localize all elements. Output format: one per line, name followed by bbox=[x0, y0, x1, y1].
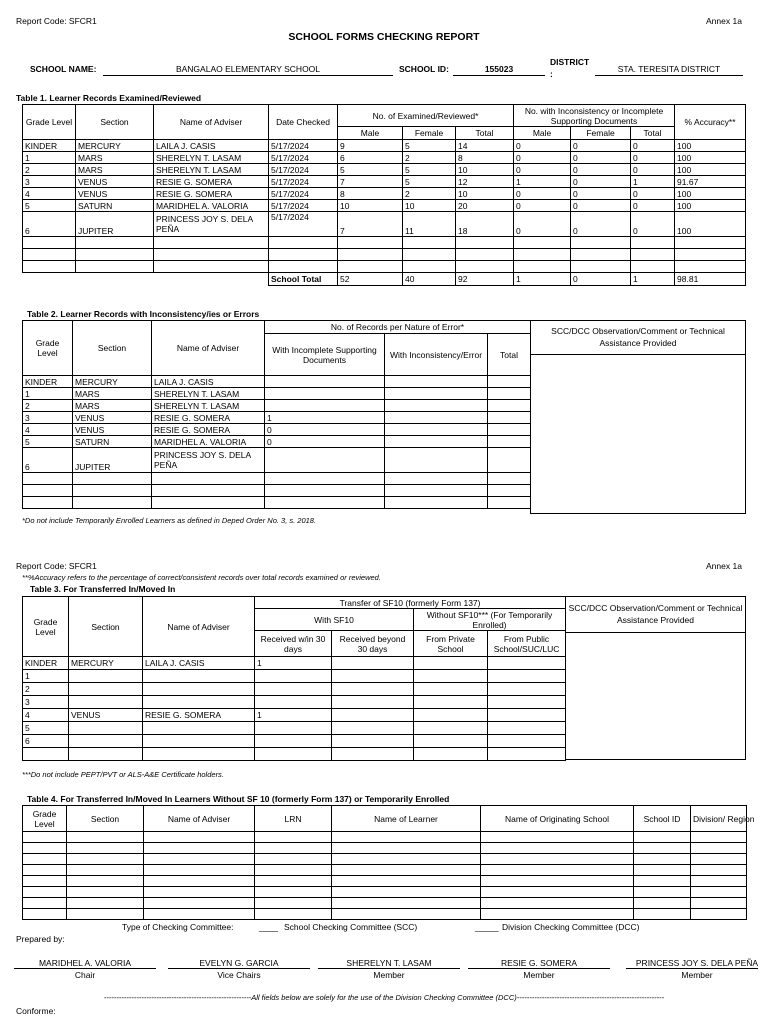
t1-section: SATURN bbox=[76, 200, 154, 212]
table-row bbox=[23, 448, 531, 473]
t1-accuracy: 91.67 bbox=[675, 176, 746, 188]
t1-date: 5/17/2024 bbox=[269, 212, 338, 237]
table-row bbox=[23, 854, 747, 865]
t2-section: SATURN bbox=[73, 436, 152, 448]
t1-accuracy: 100 bbox=[675, 212, 746, 237]
t1-adviser: MARIDHEL A. VALORIA bbox=[154, 200, 269, 212]
t1-section: VENUS bbox=[76, 188, 154, 200]
t2-incomplete: 0 bbox=[265, 424, 385, 436]
school-id-label: SCHOOL ID: bbox=[399, 64, 449, 74]
signatory-member2-name: RESIE G. SOMERA bbox=[500, 958, 578, 968]
signatory-vice-chair-name: EVELYN G. GARCIA bbox=[199, 958, 279, 968]
dcc-blank: _____ bbox=[475, 922, 499, 932]
t3-within bbox=[255, 722, 332, 735]
district-colon: : bbox=[550, 69, 553, 79]
signatory-member1-name: SHERELYN T. LASAM bbox=[346, 958, 432, 968]
t1-inc-male: 0 bbox=[514, 188, 571, 200]
table-row bbox=[23, 424, 531, 436]
t3-section bbox=[69, 683, 143, 696]
t1-adviser: SHERELYN T. LASAM bbox=[154, 152, 269, 164]
t2-grade: 6 bbox=[23, 448, 73, 473]
t1-inc-total: 0 bbox=[631, 164, 675, 176]
t2-header-section: Section bbox=[73, 321, 152, 376]
t2-incomplete bbox=[265, 448, 385, 473]
t3-within: 1 bbox=[255, 709, 332, 722]
t1-male: 10 bbox=[338, 200, 403, 212]
t1-header-adviser: Name of Adviser bbox=[154, 105, 269, 140]
t2-section: MARS bbox=[73, 388, 152, 400]
t1-total-row bbox=[23, 273, 746, 286]
table-row bbox=[23, 176, 746, 188]
t3-adviser bbox=[143, 722, 255, 735]
t2-section: VENUS bbox=[73, 412, 152, 424]
t1-inc-female: 0 bbox=[571, 188, 631, 200]
table-row bbox=[23, 722, 566, 735]
school-name-label: SCHOOL NAME: bbox=[30, 64, 97, 74]
table2-caption: Table 2. Learner Records with Inconsistency/ies or Errors bbox=[27, 309, 260, 319]
t3-adviser: RESIE G. SOMERA bbox=[143, 709, 255, 722]
t1-inc-total: 0 bbox=[631, 152, 675, 164]
t3-section bbox=[69, 735, 143, 748]
t3-section bbox=[69, 670, 143, 683]
table-row bbox=[23, 865, 747, 876]
table2-footnote: *Do not include Temporarily Enrolled Learners as defined in Deped Order No. 3, s. 2018. bbox=[22, 516, 317, 525]
table1-learner-records bbox=[22, 104, 746, 286]
t3-adviser bbox=[143, 670, 255, 683]
t4-header-lrn: LRN bbox=[255, 806, 332, 832]
t4-header-division: Division/ Region bbox=[691, 806, 747, 832]
t2-header-observation: SCC/DCC Observation/Comment or Technical Assistance Provided bbox=[531, 321, 746, 355]
t1-grade: 3 bbox=[23, 176, 76, 188]
t1-total-inc-male: 1 bbox=[514, 273, 571, 286]
t1-grade: 2 bbox=[23, 164, 76, 176]
table-row bbox=[23, 436, 531, 448]
t1-inc-male: 0 bbox=[514, 152, 571, 164]
table-row bbox=[23, 735, 566, 748]
report-code-2: Report Code: SFCR1 bbox=[16, 561, 97, 571]
table3-caption: Table 3. For Transferred In/Moved In bbox=[30, 584, 176, 594]
t1-inc-female: 0 bbox=[571, 164, 631, 176]
table4-caption: Table 4. For Transferred In/Moved In Learners Without SF 10 (formerly Form 137) or Temporarily Enrolled bbox=[27, 794, 450, 804]
t1-total: 20 bbox=[456, 200, 514, 212]
t1-male: 6 bbox=[338, 152, 403, 164]
t4-header-grade: Grade Level bbox=[23, 806, 67, 832]
table-row bbox=[23, 683, 566, 696]
t2-grade: 1 bbox=[23, 388, 73, 400]
t2-incomplete bbox=[265, 388, 385, 400]
t2-incomplete bbox=[265, 376, 385, 388]
t1-accuracy: 100 bbox=[675, 164, 746, 176]
table-row bbox=[23, 261, 746, 273]
table-row bbox=[23, 140, 746, 152]
t3-adviser bbox=[143, 735, 255, 748]
t1-total-female: 40 bbox=[403, 273, 456, 286]
t3-header-transfer: Transfer of SF10 (formerly Form 137) bbox=[255, 597, 566, 609]
table-row bbox=[23, 696, 566, 709]
signature-line bbox=[168, 968, 310, 969]
t1-header-date: Date Checked bbox=[269, 105, 338, 140]
t1-male: 7 bbox=[338, 176, 403, 188]
t1-inc-female: 0 bbox=[571, 176, 631, 188]
t1-inc-total: 0 bbox=[631, 212, 675, 237]
t3-observation-box bbox=[565, 596, 746, 760]
t1-date: 5/17/2024 bbox=[269, 176, 338, 188]
t1-header-examined: No. of Examined/Reviewed* bbox=[338, 105, 514, 127]
t2-incomplete: 0 bbox=[265, 436, 385, 448]
t2-adviser: SHERELYN T. LASAM bbox=[152, 388, 265, 400]
t1-header-section: Section bbox=[76, 105, 154, 140]
t1-inc-male: 0 bbox=[514, 212, 571, 237]
scc-option: School Checking Committee (SCC) bbox=[284, 922, 418, 932]
t2-header-total: Total bbox=[488, 334, 531, 376]
t1-adviser: SHERELYN T. LASAM bbox=[154, 164, 269, 176]
t1-inc-female: 0 bbox=[571, 212, 631, 237]
t1-header-male: Male bbox=[338, 127, 403, 140]
district-label: DISTRICT bbox=[550, 57, 590, 67]
t1-accuracy: 100 bbox=[675, 140, 746, 152]
table-row bbox=[23, 473, 531, 485]
page-title: SCHOOL FORMS CHECKING REPORT bbox=[288, 31, 480, 43]
t1-grade: 4 bbox=[23, 188, 76, 200]
t1-female: 5 bbox=[403, 176, 456, 188]
table-row bbox=[23, 909, 747, 920]
t3-adviser bbox=[143, 683, 255, 696]
t2-grade: 2 bbox=[23, 400, 73, 412]
t3-header-without: Without SF10*** (For Temporarily Enrolled) bbox=[414, 609, 566, 631]
t1-total-total: 92 bbox=[456, 273, 514, 286]
t2-adviser: MARIDHEL A. VALORIA bbox=[152, 436, 265, 448]
signatory-member3-name: PRINCESS JOY S. DELA PEÑA bbox=[635, 958, 759, 968]
table-row bbox=[23, 164, 746, 176]
table-row bbox=[23, 898, 747, 909]
signatory-member1-role: Member bbox=[373, 970, 405, 980]
t3-within bbox=[255, 670, 332, 683]
signature-line bbox=[14, 968, 156, 969]
t2-adviser: LAILA J. CASIS bbox=[152, 376, 265, 388]
t1-total: 12 bbox=[456, 176, 514, 188]
t2-header-grade: Grade Level bbox=[23, 321, 73, 376]
t1-header-inc-total: Total bbox=[631, 127, 675, 140]
t1-inc-female: 0 bbox=[571, 140, 631, 152]
t1-section: JUPITER bbox=[76, 212, 154, 237]
table2-errors bbox=[22, 320, 531, 509]
t2-observation-box bbox=[530, 320, 746, 514]
t1-section: MERCURY bbox=[76, 140, 154, 152]
t2-header-inconsistency: With Inconsistency/Error bbox=[385, 334, 488, 376]
t1-inc-total: 0 bbox=[631, 188, 675, 200]
report-code: Report Code: SFCR1 bbox=[16, 16, 97, 26]
table3-footnote: ***Do not include PEPT/PVT or ALS-A&E Certificate holders. bbox=[22, 770, 224, 779]
t1-accuracy: 100 bbox=[675, 200, 746, 212]
t2-grade: 5 bbox=[23, 436, 73, 448]
t1-female: 5 bbox=[403, 164, 456, 176]
t1-grade: KINDER bbox=[23, 140, 76, 152]
t1-header-female: Female bbox=[403, 127, 456, 140]
t2-section: MARS bbox=[73, 400, 152, 412]
t2-section: MERCURY bbox=[73, 376, 152, 388]
t3-grade: 5 bbox=[23, 722, 69, 735]
t1-header-grade: Grade Level bbox=[23, 105, 76, 140]
t3-header-private: From Private School bbox=[414, 631, 488, 657]
t3-grade: 3 bbox=[23, 696, 69, 709]
annex-label: Annex 1a bbox=[706, 16, 742, 26]
t2-header-nature: No. of Records per Nature of Error* bbox=[265, 321, 531, 334]
dcc-option: Division Checking Committee (DCC) bbox=[502, 922, 640, 932]
table3-transferred bbox=[22, 596, 566, 761]
district-underline bbox=[595, 75, 743, 76]
table-row bbox=[23, 200, 746, 212]
t3-within: 1 bbox=[255, 657, 332, 670]
t3-header-public: From Public School/SUC/LUC bbox=[488, 631, 566, 657]
t1-total-inc-female: 0 bbox=[571, 273, 631, 286]
t1-total: 14 bbox=[456, 140, 514, 152]
t1-total: 10 bbox=[456, 188, 514, 200]
t3-header-beyond: Received beyond 30 days bbox=[332, 631, 414, 657]
t2-adviser: PRINCESS JOY S. DELA PEÑA bbox=[152, 448, 265, 473]
table-row bbox=[23, 212, 746, 237]
table-row bbox=[23, 400, 531, 412]
t3-section bbox=[69, 696, 143, 709]
t4-header-section: Section bbox=[67, 806, 144, 832]
t1-section: VENUS bbox=[76, 176, 154, 188]
school-name-underline bbox=[103, 75, 393, 76]
annex-label-2: Annex 1a bbox=[706, 561, 742, 571]
t1-total: 10 bbox=[456, 164, 514, 176]
t1-inc-total: 0 bbox=[631, 200, 675, 212]
t1-header-accuracy: % Accuracy** bbox=[675, 105, 746, 140]
scc-blank: ____ bbox=[259, 922, 278, 932]
t1-male: 5 bbox=[338, 164, 403, 176]
t4-header-origin: Name of Originating School bbox=[481, 806, 634, 832]
t3-grade: 4 bbox=[23, 709, 69, 722]
signature-line bbox=[468, 968, 610, 969]
t3-grade: 1 bbox=[23, 670, 69, 683]
t1-total-label: School Total bbox=[269, 273, 338, 286]
table-row bbox=[23, 709, 566, 722]
school-id-underline bbox=[453, 75, 545, 76]
t3-adviser: LAILA J. CASIS bbox=[143, 657, 255, 670]
t3-adviser bbox=[143, 696, 255, 709]
t1-date: 5/17/2024 bbox=[269, 188, 338, 200]
signatory-vice-chair-role: Vice Chairs bbox=[217, 970, 261, 980]
t3-header-adviser: Name of Adviser bbox=[143, 597, 255, 657]
t4-header-learner: Name of Learner bbox=[332, 806, 481, 832]
t2-adviser: SHERELYN T. LASAM bbox=[152, 400, 265, 412]
t1-inc-total: 0 bbox=[631, 140, 675, 152]
table-row bbox=[23, 237, 746, 249]
t3-header-within: Received w/in 30 days bbox=[255, 631, 332, 657]
t3-grade: 6 bbox=[23, 735, 69, 748]
t3-grade: 2 bbox=[23, 683, 69, 696]
t1-female: 2 bbox=[403, 152, 456, 164]
table1-caption: Table 1. Learner Records Examined/Reviewed bbox=[16, 93, 202, 103]
t1-date: 5/17/2024 bbox=[269, 164, 338, 176]
t3-header-section: Section bbox=[69, 597, 143, 657]
t1-section: MARS bbox=[76, 164, 154, 176]
t1-total-male: 52 bbox=[338, 273, 403, 286]
t4-header-school-id: School ID bbox=[634, 806, 691, 832]
table-row bbox=[23, 376, 531, 388]
t1-date: 5/17/2024 bbox=[269, 140, 338, 152]
table-row bbox=[23, 876, 747, 887]
table-row bbox=[23, 485, 531, 497]
table-row bbox=[23, 249, 746, 261]
t1-grade: 1 bbox=[23, 152, 76, 164]
t3-section: MERCURY bbox=[69, 657, 143, 670]
t2-incomplete bbox=[265, 400, 385, 412]
t1-inc-female: 0 bbox=[571, 200, 631, 212]
t1-female: 2 bbox=[403, 188, 456, 200]
t2-adviser: RESIE G. SOMERA bbox=[152, 412, 265, 424]
t3-within bbox=[255, 683, 332, 696]
t1-grade: 5 bbox=[23, 200, 76, 212]
t1-female: 10 bbox=[403, 200, 456, 212]
t1-inc-female: 0 bbox=[571, 152, 631, 164]
t3-header-observation: SCC/DCC Observation/Comment or Technical Assistance Provided bbox=[566, 597, 746, 633]
t1-total-accuracy: 98.81 bbox=[675, 273, 746, 286]
table-row bbox=[23, 832, 747, 843]
t1-date: 5/17/2024 bbox=[269, 200, 338, 212]
school-name: BANGALAO ELEMENTARY SCHOOL bbox=[175, 64, 321, 74]
t1-adviser: RESIE G. SOMERA bbox=[154, 176, 269, 188]
t1-header-inconsistency: No. with Inconsistency or Incomplete Supporting Documents bbox=[514, 105, 675, 127]
table-row bbox=[23, 412, 531, 424]
t1-inc-male: 0 bbox=[514, 164, 571, 176]
t4-header-adviser: Name of Adviser bbox=[144, 806, 255, 832]
t1-total: 8 bbox=[456, 152, 514, 164]
t3-within bbox=[255, 735, 332, 748]
t3-header-with: With SF10 bbox=[255, 609, 414, 631]
t2-incomplete: 1 bbox=[265, 412, 385, 424]
t1-total-inc-total: 1 bbox=[631, 273, 675, 286]
prepared-by-label: Prepared by: bbox=[16, 934, 65, 944]
table-row bbox=[23, 670, 566, 683]
t1-accuracy: 100 bbox=[675, 188, 746, 200]
t1-date: 5/17/2024 bbox=[269, 152, 338, 164]
table-row bbox=[23, 388, 531, 400]
t3-header-grade: Grade Level bbox=[23, 597, 69, 657]
school-id: 155023 bbox=[484, 64, 514, 74]
signatory-chair-role: Chair bbox=[74, 970, 96, 980]
t1-female: 11 bbox=[403, 212, 456, 237]
t1-female: 5 bbox=[403, 140, 456, 152]
table-row bbox=[23, 748, 566, 761]
t1-header-inc-male: Male bbox=[514, 127, 571, 140]
t1-total: 18 bbox=[456, 212, 514, 237]
district-name: STA. TERESITA DISTRICT bbox=[617, 64, 721, 74]
signatory-member3-role: Member bbox=[681, 970, 713, 980]
t1-inc-male: 1 bbox=[514, 176, 571, 188]
t1-inc-male: 0 bbox=[514, 140, 571, 152]
t2-adviser: RESIE G. SOMERA bbox=[152, 424, 265, 436]
t1-adviser: PRINCESS JOY S. DELA PEÑA bbox=[154, 212, 269, 237]
conforme-label: Conforme: bbox=[16, 1006, 56, 1016]
t1-grade: 6 bbox=[23, 212, 76, 237]
signature-line bbox=[626, 968, 758, 969]
committee-type-label: Type of Checking Committee: bbox=[122, 922, 234, 932]
table-row bbox=[23, 843, 747, 854]
t3-section bbox=[69, 722, 143, 735]
t1-accuracy: 100 bbox=[675, 152, 746, 164]
t2-grade: 3 bbox=[23, 412, 73, 424]
t1-male: 8 bbox=[338, 188, 403, 200]
t3-section: VENUS bbox=[69, 709, 143, 722]
t2-section: JUPITER bbox=[73, 448, 152, 473]
t1-adviser: LAILA J. CASIS bbox=[154, 140, 269, 152]
t1-inc-total: 1 bbox=[631, 176, 675, 188]
accuracy-note: **%Accuracy refers to the percentage of correct/consistent records over total records examined or reviewed. bbox=[22, 573, 381, 582]
dcc-only-note: -----------------------------------------------------------All fields below are solely for the use of the Division Checking Committee (DCC)----------------------------------------------------------- bbox=[103, 993, 665, 1002]
signature-line bbox=[318, 968, 460, 969]
t2-header-adviser: Name of Adviser bbox=[152, 321, 265, 376]
t2-header-incomplete: With Incomplete Supporting Documents bbox=[265, 334, 385, 376]
signatory-chair-name: MARIDHEL A. VALORIA bbox=[38, 958, 132, 968]
t2-grade: KINDER bbox=[23, 376, 73, 388]
t3-within bbox=[255, 696, 332, 709]
t1-section: MARS bbox=[76, 152, 154, 164]
table-row bbox=[23, 152, 746, 164]
table-row bbox=[23, 657, 566, 670]
t1-male: 7 bbox=[338, 212, 403, 237]
signatory-member2-role: Member bbox=[523, 970, 555, 980]
t1-header-inc-female: Female bbox=[571, 127, 631, 140]
table-row bbox=[23, 887, 747, 898]
t1-header-total: Total bbox=[456, 127, 514, 140]
t1-male: 9 bbox=[338, 140, 403, 152]
table4-without-sf10 bbox=[22, 805, 755, 920]
table-row bbox=[23, 188, 746, 200]
t1-adviser: RESIE G. SOMERA bbox=[154, 188, 269, 200]
t2-section: VENUS bbox=[73, 424, 152, 436]
table-row bbox=[23, 497, 531, 509]
t1-inc-male: 0 bbox=[514, 200, 571, 212]
t3-grade: KINDER bbox=[23, 657, 69, 670]
t2-grade: 4 bbox=[23, 424, 73, 436]
